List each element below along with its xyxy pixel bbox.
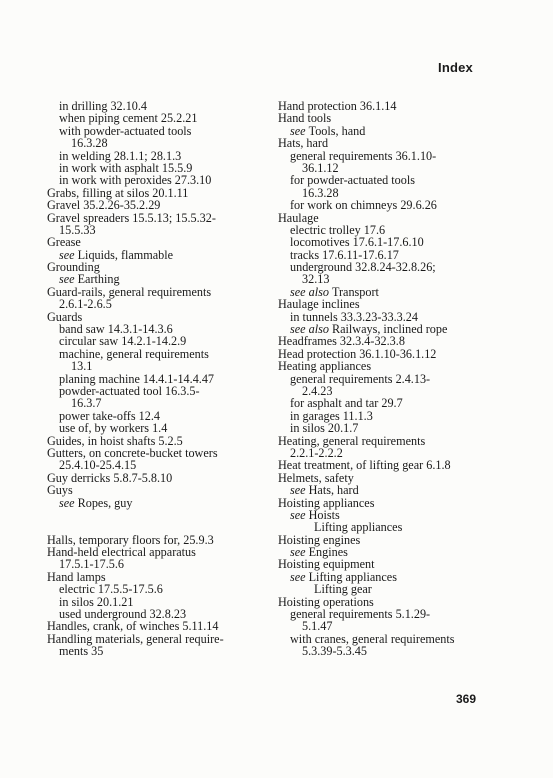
index-entry: see Earthing [59,272,120,287]
index-entry: tracks 17.6.11-17.6.17 [290,247,399,262]
index-entry: Gravel 35.2.26-35.2.29 [47,198,161,213]
index-entry: Handling materials, general require- [47,631,224,646]
index-entry: when piping cement 25.2.21 [59,111,198,126]
index-entry: Headframes 32.3.4-32.3.8 [278,334,405,349]
index-entry: see Hoists [290,507,340,522]
index-entry: Haulage [278,210,319,225]
index-entry: with powder-actuated tools [59,123,192,138]
index-entry: electric trolley 17.6 [290,222,386,237]
index-entry: in welding 28.1.1; 28.1.3 [59,148,182,163]
index-entry: Gravel spreaders 15.5.13; 15.5.32- [47,210,216,225]
index-entry: Grabs, filling at silos 20.1.11 [47,185,189,200]
index-entry: powder-actuated tool 16.3.5- [59,383,200,398]
page-number: 369 [455,692,476,706]
index-entry: Lifting appliances [314,520,403,535]
index-spacer [47,509,272,521]
index-entry: with cranes, general requirements [290,631,455,646]
index-entry: general requirements 2.4.13- [290,371,431,386]
index-entry: general requirements 5.1.29- [290,607,431,622]
index-entry: for work on chimneys 29.6.26 [290,198,437,213]
index-entry: electric 17.5.5-17.5.6 [59,582,163,597]
index-entry: see Tools, hand [290,123,366,138]
index-entry: Guard-rails, general requirements [47,284,212,299]
index-entry: 13.1 [71,359,93,374]
index-entry: Halls, temporary floors for, 25.9.3 [47,532,214,547]
index-entry: in silos 20.1.7 [290,421,359,436]
index-entry: see also Railways, inclined rope [290,322,448,337]
index-entry: for powder-actuated tools [290,173,415,188]
index-entry: 2.4.23 [302,383,333,398]
index-entry: Handles, crank, of winches 5.11.14 [47,619,219,634]
index-entry: Heating appliances [278,359,372,374]
index-entry: 15.5.33 [59,222,96,237]
index-column-left [47,100,272,658]
page-header-title: Index [438,60,473,75]
index-entry: Hand-held electrical apparatus [47,545,196,560]
index-entry: see Lifting appliances [290,569,397,584]
index-entry: see Liquids, flammable [59,247,174,262]
index-entry: 5.3.39-5.3.45 [302,644,367,659]
index-entry: Gutters, on concrete-bucket towers [47,445,218,460]
index-entry: Hand lamps [47,569,106,584]
index-entry: 2.6.1-2.6.5 [59,297,112,312]
index-entry: used underground 32.8.23 [59,607,187,622]
index-entry: Guys [47,483,73,498]
index-entry: see Hats, hard [290,483,359,498]
index-entry: in work with asphalt 15.5.9 [59,160,193,175]
index-entry: 36.1.12 [302,160,339,175]
index-entry: Hand protection 36.1.14 [278,99,397,113]
index-entry: Grounding [47,260,100,275]
index-entry: in garages 11.1.3 [290,408,373,423]
index-entry: Head protection 36.1.10-36.1.12 [278,346,437,361]
index-entry: 2.2.1-2.2.2 [290,445,343,460]
index-entry: for asphalt and tar 29.7 [290,396,403,411]
index-entry: Guy derricks 5.8.7-5.8.10 [47,470,173,485]
index-entry: in tunnels 33.3.23-33.3.24 [290,309,418,324]
index-entry: circular saw 14.2.1-14.2.9 [59,334,187,349]
index-entry: Haulage inclines [278,297,360,312]
index-entry: 32.13 [302,272,330,287]
index-entry: Heat treatment, of lifting gear 6.1.8 [278,458,451,473]
index-entry: Guides, in hoist shafts 5.2.5 [47,433,183,448]
index-entry: general requirements 36.1.10- [290,148,437,163]
index-entry: power take-offs 12.4 [59,408,160,423]
index-entry: Hoisting operations [278,594,374,609]
index-entry: 16.3.28 [71,136,108,151]
index-entry: see Ropes, guy [59,495,133,510]
index-entry: Hand tools [278,111,332,126]
index-entry: Heating, general requirements [278,433,426,448]
index-entry: Guards [47,309,83,324]
index-column-right [278,100,498,658]
index-entry: Grease [47,235,81,250]
index-entry: in drilling 32.10.4 [59,99,148,113]
index-entry: 16.3.7 [71,396,102,411]
index-entry: 16.3.28 [302,185,339,200]
index-entry: planing machine 14.4.1-14.4.47 [59,371,215,386]
index-entry: Hoisting equipment [278,557,375,572]
index-entry: 5.1.47 [302,619,333,634]
index-entry: Lifting gear [314,582,372,597]
index-entry: Hoisting appliances [278,495,375,510]
index-entry: 17.5.1-17.5.6 [59,557,124,572]
index-entry: band saw 14.3.1-14.3.6 [59,322,173,337]
index-entry: machine, general requirements [59,346,209,361]
index-entry: see also Transport [290,284,379,299]
index-entry: Hoisting engines [278,532,361,547]
index-entry: Helmets, safety [278,470,354,485]
index-entry: see Engines [290,545,348,560]
index-entry: in work with peroxides 27.3.10 [59,173,212,188]
index-entry: 25.4.10-25.4.15 [59,458,137,473]
index-entry: in silos 20.1.21 [59,594,134,609]
index-entry: Hats, hard [278,136,329,151]
index-entry: ments 35 [59,644,104,659]
index-entry: underground 32.8.24-32.8.26; [290,260,436,275]
index-spacer [47,521,272,533]
index-entry: locomotives 17.6.1-17.6.10 [290,235,424,250]
index-entry: use of, by workers 1.4 [59,421,168,436]
